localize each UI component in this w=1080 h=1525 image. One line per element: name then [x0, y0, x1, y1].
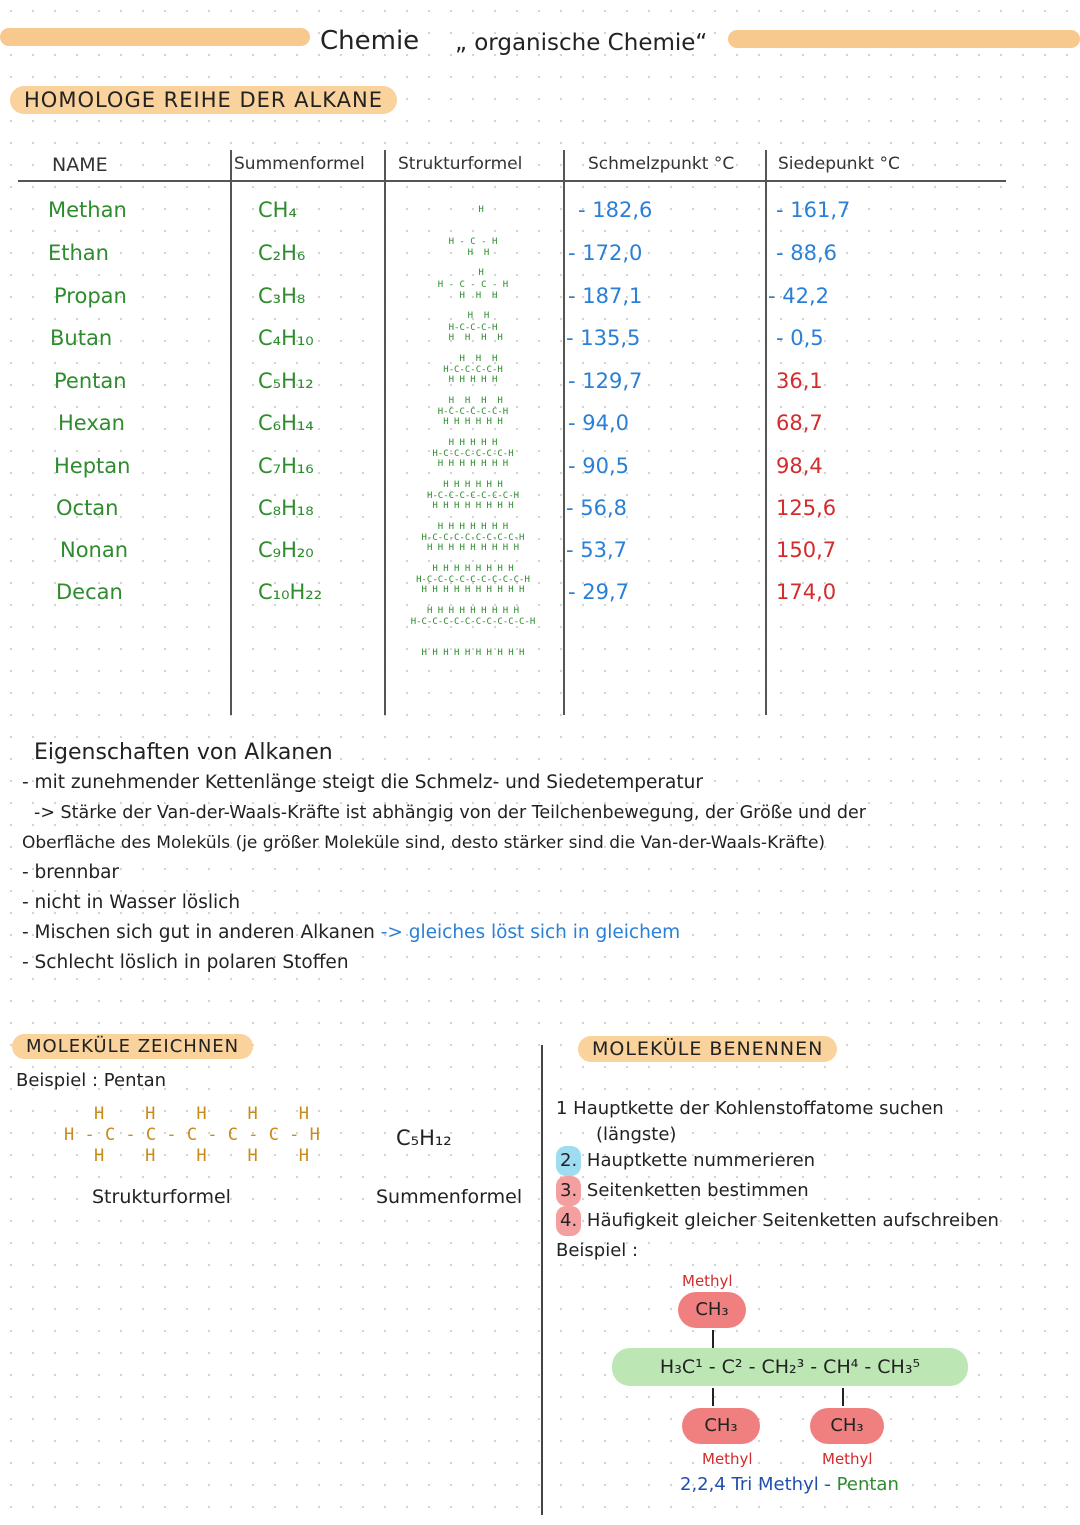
section-title: HOMOLOGE REIHE DER ALKANE — [10, 86, 397, 114]
naming-steps — [556, 1094, 1076, 1266]
structure-decane — [388, 564, 558, 680]
lower-divider — [541, 1045, 543, 1515]
boiling-point: - 88,6 — [776, 241, 838, 265]
sum-formula-label: Summenformel — [376, 1186, 523, 1208]
methyl-label-right: Methyl — [822, 1450, 873, 1468]
struct-line: H — [462, 268, 484, 278]
step-2 — [556, 1146, 1076, 1176]
boiling-point: 98,4 — [776, 454, 823, 478]
struct-line: H-C-C-C-C-H — [443, 364, 503, 375]
struct-line: H H H — [448, 291, 498, 301]
struct-line: H H H — [448, 354, 498, 364]
struct-line: H-C-C-C-H — [448, 322, 498, 333]
naming-result — [680, 1474, 899, 1495]
sum-formula: C₅H₁₂ — [396, 1126, 452, 1150]
main-chain: H₃C¹ - C² - CH₂³ - CH⁴ - CH₃⁵ — [612, 1348, 968, 1386]
boiling-point: 68,7 — [776, 411, 823, 435]
alkane-name: Nonan — [60, 538, 129, 562]
step-4 — [556, 1206, 1076, 1236]
struct-line: H H H H H H H H H — [426, 606, 520, 616]
step-2-text: Hauptkette nummerieren — [586, 1150, 816, 1171]
struct-line: H H H H H H H — [437, 522, 509, 532]
subject-title: Chemie — [320, 26, 420, 56]
alkane-name: Methan — [48, 198, 127, 222]
boiling-point: 125,6 — [776, 496, 837, 520]
step-2-number: 2. — [556, 1146, 581, 1176]
melting-point: - 90,5 — [568, 454, 630, 478]
col-header-structure: Strukturformel — [398, 154, 523, 174]
step-4-number: 4. — [556, 1206, 581, 1236]
result-prefix: 2,2,4 Tri Methyl - — [680, 1474, 831, 1495]
alkane-formula: C₂H₆ — [258, 241, 306, 265]
step-4-text: Häufigkeit gleicher Seitenketten aufschreiben — [586, 1210, 999, 1231]
struct-line: H H — [456, 248, 490, 258]
alkane-formula: C₁₀H₂₂ — [258, 580, 323, 604]
struct-line: H H H H H — [448, 438, 498, 448]
alkane-formula: C₉H₂₀ — [258, 538, 314, 562]
naming-example-label: Beispiel : — [556, 1240, 639, 1261]
struct-line: H - C - H — [448, 236, 498, 247]
struct-line: H-C-C-C-C-C-C-H — [432, 448, 514, 459]
methyl-label-top: Methyl — [682, 1272, 733, 1290]
alkane-name: Octan — [56, 496, 119, 520]
boiling-point: 174,0 — [776, 580, 837, 604]
alkane-formula: CH₄ — [258, 198, 297, 222]
struct-top-h: H H H H H — [94, 1104, 309, 1124]
alkane-formula: C₆H₁₄ — [258, 411, 314, 435]
col-header-melting: Schmelzpunkt °C — [588, 154, 735, 174]
property-line: - Schlecht löslich in polaren Stoffen — [22, 952, 349, 973]
bond-right — [842, 1388, 844, 1406]
alkane-name: Hexan — [58, 411, 125, 435]
struct-line: H H H H H H — [443, 417, 503, 427]
melting-point: - 187,1 — [568, 284, 643, 308]
alkane-name: Pentan — [54, 369, 127, 393]
struct-line: H H H H H H — [443, 480, 503, 490]
alkane-formula: C₃H₈ — [258, 284, 306, 308]
alkane-formula: C₈H₁₈ — [258, 496, 314, 520]
step-1: 1 Hauptkette der Kohlenstoffatome suchen — [556, 1098, 944, 1119]
struct-line: H H H H H H H H — [432, 501, 514, 511]
melting-point: - 172,0 — [568, 241, 643, 265]
property-note: -> gleiches löst sich in gleichem — [380, 922, 681, 943]
melting-point: - 129,7 — [568, 369, 643, 393]
properties-section — [22, 738, 1072, 978]
alkane-formula: C₄H₁₀ — [258, 326, 314, 350]
struct-line: H H — [456, 311, 490, 321]
property-line — [22, 918, 1072, 948]
property-line: -> Stärke der Van-der-Waals-Kräfte ist abhängig von der Teilchenbewegung, der Größe und der — [34, 803, 866, 823]
melting-point: - 182,6 — [578, 198, 653, 222]
draw-molecules-title: MOLEKÜLE ZEICHNEN — [12, 1034, 253, 1059]
methyl-group-top: CH₃ — [678, 1292, 746, 1328]
struct-label: Strukturformel — [92, 1186, 231, 1208]
structural-formulas — [388, 182, 558, 658]
methyl-group-right: CH₃ — [810, 1408, 884, 1444]
struct-bottom-h: H H H H H — [94, 1146, 309, 1166]
struct-chain: H - C - C - C - C - C - H — [64, 1125, 320, 1145]
pentane-structure — [64, 1104, 320, 1167]
struct-line: H H H H H H H — [437, 459, 509, 469]
methyl-group-left: CH₃ — [682, 1408, 760, 1444]
struct-line: H-C-C-C-C-C-C-C-C-C-H — [416, 574, 530, 585]
bond-left — [712, 1388, 714, 1406]
alkane-name: Butan — [50, 326, 113, 350]
struct-line: H H H H — [443, 396, 503, 406]
boiling-point: - 0,5 — [776, 326, 824, 350]
melting-point: - 53,7 — [566, 538, 628, 562]
draw-example: Beispiel : Pentan — [16, 1070, 167, 1091]
property-line: Oberfläche des Moleküls (je größer Moleküle sind, desto stärker sind die Van-der-Waals-Kräfte) — [22, 833, 826, 853]
melting-point: - 94,0 — [568, 411, 630, 435]
struct-line: H H H H H — [448, 375, 498, 385]
struct-line: H-C-C-C-C-C-C-C-C-C-C-H — [410, 616, 536, 627]
alkane-name: Propan — [54, 284, 127, 308]
step-1-note: (längste) — [596, 1124, 677, 1145]
property-text: - Mischen sich gut in anderen Alkanen — [22, 922, 375, 943]
step-3 — [556, 1176, 1076, 1206]
property-line: - nicht in Wasser löslich — [22, 892, 241, 913]
struct-line: H H H H H H H H — [432, 564, 514, 574]
struct-line: H H H H H H H H H H — [421, 648, 525, 658]
melting-point: - 56,8 — [566, 496, 628, 520]
boiling-point: - 42,2 — [768, 284, 830, 308]
property-line: - brennbar — [22, 862, 120, 883]
struct-line: H-C-C-C-C-C-C-C-C-H — [421, 532, 525, 543]
struct-line: H-C-C-C-C-C-C-C-H — [426, 490, 520, 501]
struct-line: H — [462, 205, 484, 215]
alkane-name: Heptan — [54, 454, 131, 478]
col-header-formula: Summenformel — [234, 154, 365, 174]
boiling-point: - 161,7 — [776, 198, 851, 222]
col-header-boiling: Siedepunkt °C — [778, 154, 900, 174]
properties-title: Eigenschaften von Alkanen — [34, 740, 333, 765]
struct-line: H - C - C - H — [437, 279, 509, 290]
alkane-name: Ethan — [48, 241, 109, 265]
struct-line: H H H H H H H H H — [426, 543, 520, 553]
property-line: - mit zunehmender Kettenlänge steigt die Schmelz- und Siedetemperatur — [22, 772, 703, 793]
boiling-point: 150,7 — [776, 538, 837, 562]
step-3-number: 3. — [556, 1176, 581, 1206]
alkane-formula: C₅H₁₂ — [258, 369, 314, 393]
topic-title: „ organische Chemie“ — [455, 30, 708, 56]
methyl-label-left: Methyl — [702, 1450, 753, 1468]
alkane-name: Decan — [56, 580, 123, 604]
struct-line: H H H H — [443, 333, 503, 343]
step-3-text: Seitenketten bestimmen — [586, 1180, 809, 1201]
bond-top — [712, 1330, 714, 1348]
melting-point: - 29,7 — [568, 580, 630, 604]
header-highlight-right — [728, 30, 1080, 48]
col-header-name: NAME — [52, 154, 108, 176]
struct-line: H-C-C-C-C-C-H — [437, 406, 509, 417]
melting-point: - 135,5 — [566, 326, 641, 350]
struct-line: H H H H H H H H H H — [421, 585, 525, 595]
name-molecules-title: MOLEKÜLE BENENNEN — [578, 1036, 837, 1062]
boiling-point: 36,1 — [776, 369, 823, 393]
header-highlight-left — [0, 28, 310, 46]
alkane-formula: C₇H₁₆ — [258, 454, 314, 478]
result-parent: Pentan — [836, 1474, 899, 1495]
